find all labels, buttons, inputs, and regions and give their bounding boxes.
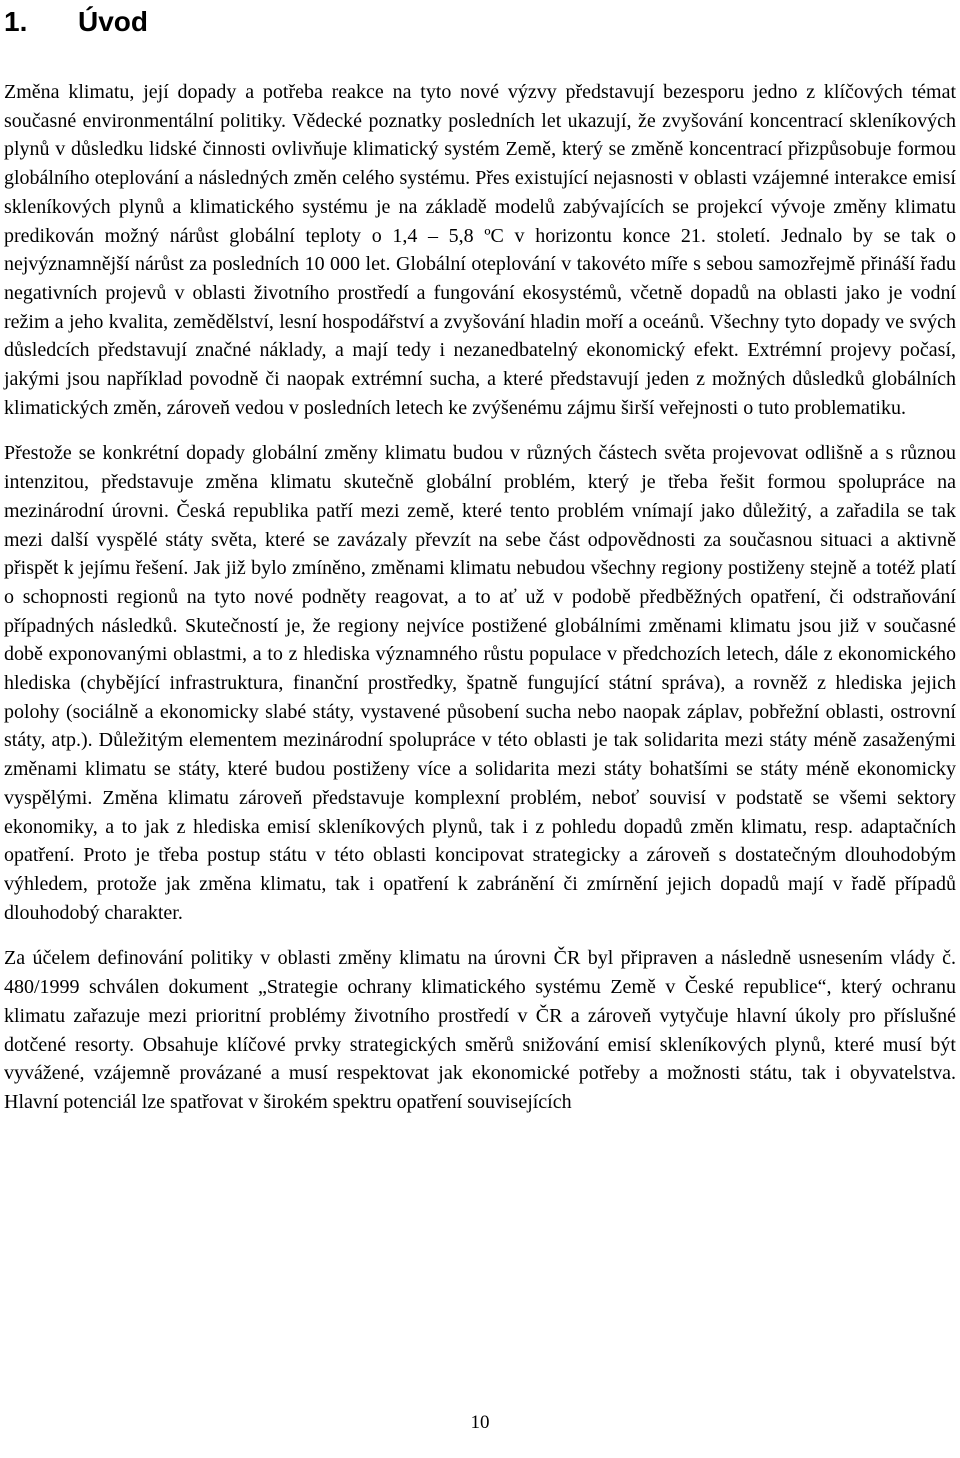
page-number: 10 [470, 1412, 490, 1433]
paragraph-3: Za účelem definování politiky v oblasti změny klimatu na úrovni ČR byl připraven a následně usnesením vlády č. 480/1999 schválen dokument „Strategie ochrany klimatického systému Země v České republice“, který ochranu klimatu zařazuje mezi prioritní problémy životního prostředí v ČR a zároveň vytyčuje hlavní úkoly pro příslušné dotčené resorty. Obsahuje klíčové prvky strategických směrů snižování emisí skleníkových plynů, které musí být vyvážené, vzájemně provázané a musí respektovat jak ekonomické potřeby a možnosti státu, tak i obyvatelstva. Hlavní potenciál lze spatřovat v širokém spektru opatření souvisejících [4, 947, 956, 1113]
section-title: Úvod [78, 6, 148, 37]
document-page [4, 0, 956, 1117]
section-heading [4, 4, 956, 40]
section-number: 1. [4, 6, 28, 37]
paragraph-1: Změna klimatu, její dopady a potřeba reakce na tyto nové výzvy představují bezesporu jedno z klíčových témat současné environmentální politiky. Vědecké poznatky posledních let ukazují, že zvyšování koncentrací skleníkových plynů v důsledku lidské činnosti ovlivňuje klimatický systém Země, který se změně koncentrací přizpůsobuje formou globálního oteplování a následných změn celého systému. Přes existující nejasnosti v oblasti vzájemné interakce emisí skleníkových plynů a klimatického systému je na základě modelů zabývajících se projekcí vývoje změny klimatu predikován možný nárůst globální teploty o 1,4 – 5,8 ºC v horizontu konce 21. století. Jednalo by se tak o nejvýznamnější nárůst za posledních 10 000 let. Globální oteplování v takovéto míře s sebou samozřejmě přináší řadu negativních projevů v oblasti životního prostředí a fungování ekosystémů, včetně dopadů na oblasti jako je vodní režim a jeho kvalita, zemědělství, lesní hospodářství a zvyšování hladin moří a oceánů. Všechny tyto dopady ve svých důsledcích představují značné náklady, a mají tedy i nezanedbatelný ekonomický efekt. Extrémní projevy počasí, jakými jsou například povodně či naopak extrémní sucha, a které představují jeden z možných důsledků globálních klimatických změn, zároveň vedou v posledních letech ke zvýšenému zájmu širší veřejnosti o tuto problematiku. [4, 81, 956, 419]
paragraph-2: Přestože se konkrétní dopady globální změny klimatu budou v různých částech světa projevovat odlišně a s různou intenzitou, představuje změna klimatu skutečně globální problém, který je třeba řešit formou spolupráce na mezinárodní úrovni. Česká republika patří mezi země, které tento problém vnímají jako důležitý, a zařadila se tak mezi další vyspělé státy světa, které se zavázaly převzít na sebe část odpovědnosti za současnou situaci a aktivně přispět k jejímu řešení. Jak již bylo zmíněno, změnami klimatu nebudou všechny regiony postiženy stejně a totéž platí o schopnosti regionů na tyto nové podněty reagovat, a to ať už v podobě předběžných opatření, či odstraňování případných následků. Skutečností je, že regiony nejvíce postižené globálními změnami klimatu jsou již v současné době exponovanými oblastmi, a to z hlediska významného růstu populace v předchozích letech, dále z ekonomického hlediska (chybějící infrastruktura, finanční prostředky, špatně fungující státní správa), a rovněž z hlediska jejich polohy (sociálně a ekonomicky slabé státy, vystavené působení sucha nebo naopak záplav, pobřežní oblasti, ostrovní státy, atp.). Důležitým elementem mezinárodní spolupráce v této oblasti je tak solidarita mezi státy méně zasaženými změnami klimatu se státy, které budou postiženy více a solidarita mezi státy bohatšími se státy méně ekonomicky vyspělými. Změna klimatu zároveň představuje komplexní problém, neboť souvisí v podstatě se všemi sektory ekonomiky, a to jak z hlediska emisí skleníkových plynů, tak i z pohledu dopadů změn klimatu, resp. adaptačních opatření. Proto je třeba postup státu v této oblasti koncipovat strategicky a zároveň s dostatečným dlouhodobým výhledem, protože jak změna klimatu, tak i opatření k zabránění či zmírnění jejich dopadů mají v řadě případů dlouhodobý charakter. [4, 442, 956, 924]
